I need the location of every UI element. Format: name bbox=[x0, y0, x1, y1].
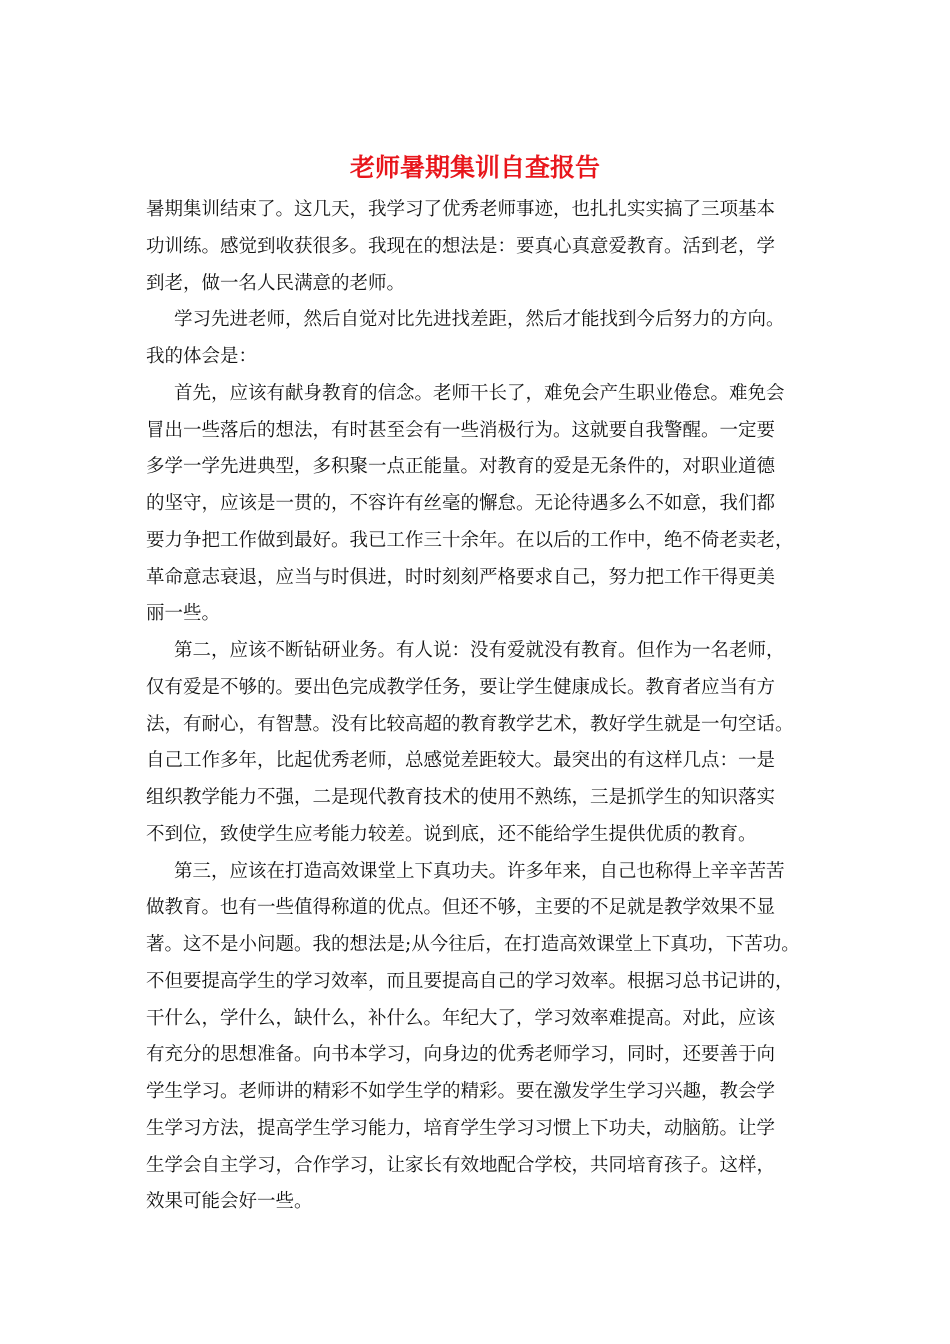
body-line: 冒出一些落后的想法，有时甚至会有一些消极行为。这就要自我警醒。一定要 bbox=[146, 419, 776, 441]
body-line: 革命意志衰退，应当与时俱进，时时刻刻严格要求自己，努力把工作干得更美 bbox=[146, 566, 776, 588]
body-line: 生学习方法，提高学生学习能力，培育学生学习习惯上下功夫，动脑筋。让学 bbox=[146, 1117, 776, 1139]
body-line: 丽一些。 bbox=[146, 603, 221, 625]
body-line: 第三，应该在打造高效课堂上下真功夫。许多年来，自己也称得上辛辛苦苦 bbox=[174, 860, 785, 882]
body-line: 生学会自主学习，合作学习，让家长有效地配合学校，共同培育孩子。这样， bbox=[146, 1154, 776, 1176]
body-line: 第二，应该不断钻研业务。有人说：没有爱就没有教育。但作为一名老师， bbox=[174, 640, 785, 661]
body-line: 著。这不是小问题。我的想法是;从今往后，在打造高效课堂上下真功，下苦功。 bbox=[146, 934, 800, 955]
body-line: 组织教学能力不强，二是现代教育技术的使用不熟练，三是抓学生的知识落实 bbox=[146, 787, 776, 808]
body-line: 干什么，学什么，缺什么，补什么。年纪大了，学习效率难提高。对此，应该 bbox=[146, 1007, 776, 1029]
body-line: 效果可能会好一些。 bbox=[146, 1191, 313, 1213]
body-line: 要力争把工作做到最好。我已工作三十余年。在以后的工作中，绝不倚老卖老， bbox=[146, 529, 794, 551]
body-line: 我的体会是： bbox=[146, 346, 258, 367]
body-line: 功训练。感觉到收获很多。我现在的想法是：要真心真意爱教育。活到老，学 bbox=[146, 235, 776, 257]
body-line: 学习先进老师，然后自觉对比先进找差距，然后才能找到今后努力的方向。 bbox=[174, 309, 785, 331]
body-line: 仅有爱是不够的。要出色完成教学任务，要让学生健康成长。教育者应当有方 bbox=[146, 676, 776, 698]
body-line: 到老，做一名人民满意的老师。 bbox=[146, 272, 406, 294]
body-line: 学生学习。老师讲的精彩不如学生学的精彩。要在激发学生学习兴趣，教会学 bbox=[146, 1081, 776, 1102]
body-line: 暑期集训结束了。这几天，我学习了优秀老师事迹，也扎扎实实搞了三项基本 bbox=[146, 199, 776, 220]
document-title: 老师暑期集训自查报告 bbox=[349, 153, 600, 182]
body-line: 自己工作多年，比起优秀老师，总感觉差距较大。最突出的有这样几点：一是 bbox=[146, 750, 776, 772]
body-line: 法，有耐心，有智慧。没有比较高超的教育教学艺术，教好学生就是一句空话。 bbox=[146, 713, 794, 735]
body-line: 首先，应该有献身教育的信念。老师干长了，难免会产生职业倦怠。难免会 bbox=[174, 382, 785, 404]
body-line: 多学一学先进典型，多积聚一点正能量。对教育的爱是无条件的，对职业道德 bbox=[146, 456, 776, 478]
body-line: 不但要提高学生的学习效率，而且要提高自己的学习效率。根据习总书记讲的， bbox=[146, 970, 794, 992]
body-line: 做教育。也有一些值得称道的优点。但还不够，主要的不足就是教学效果不显 bbox=[146, 897, 776, 919]
body-line: 不到位，致使学生应考能力较差。说到底，还不能给学生提供优质的教育。 bbox=[146, 823, 757, 845]
body-line: 有充分的思想准备。向书本学习，向身边的优秀老师学习，同时，还要善于向 bbox=[146, 1044, 776, 1066]
body-line: 的坚守，应该是一贯的，不容许有丝毫的懈怠。无论待遇多么不如意，我们都 bbox=[146, 493, 776, 514]
